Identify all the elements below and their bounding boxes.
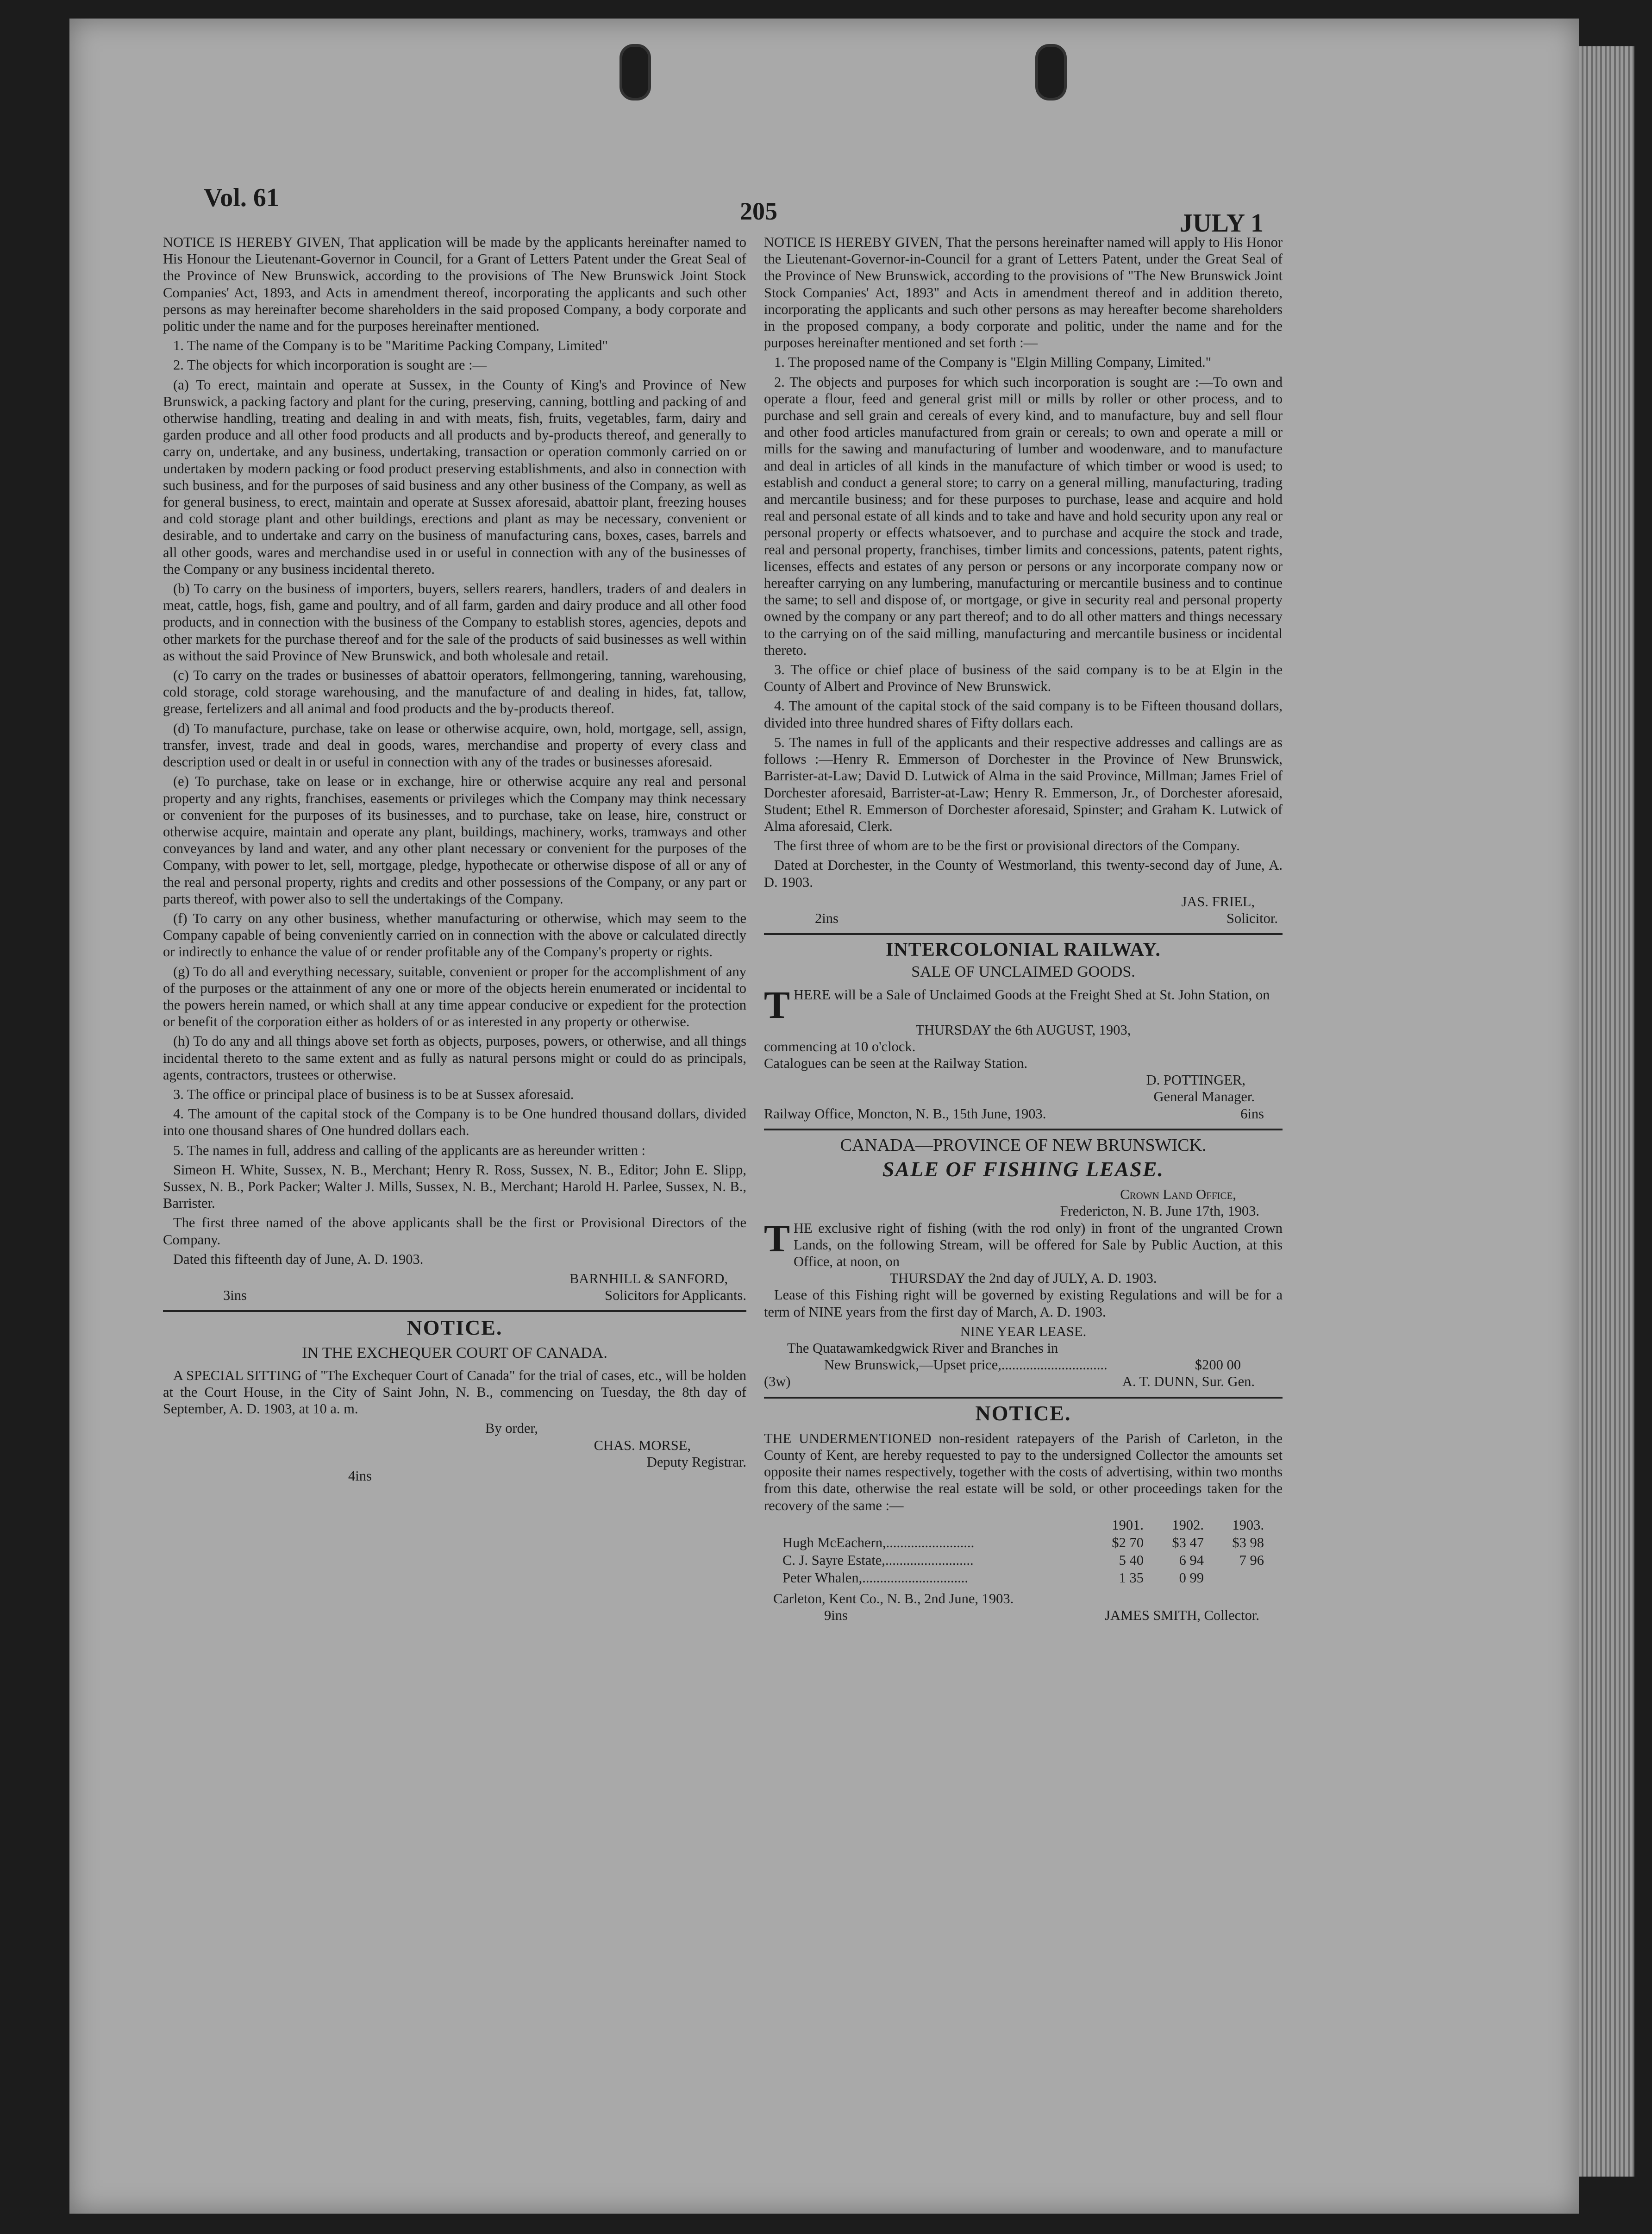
fishing-signer: A. T. DUNN, Sur. Gen.: [1122, 1374, 1255, 1390]
table-row: Peter Whalen,.............................. 1 35 0 99: [764, 1569, 1283, 1587]
tax-amount: 5 40: [1119, 1552, 1144, 1569]
tax-amount: 6 94: [1179, 1552, 1204, 1569]
exchequer-signer: CHAS. MORSE,: [594, 1437, 691, 1453]
carleton-ins: 9ins: [824, 1607, 848, 1623]
maritime-directors: The first three named of the above applicants shall be the first or Provisional Directors of the Company.: [163, 1215, 746, 1248]
maritime-intro: NOTICE IS HEREBY GIVEN, That application will be made by the applicants hereinafter named to His Honour the Lieutenant-Governor in Council, for a Grant of Letters Patent under the Great Seal of the Province of New Brunswick, according to the provisions of The New Brunswick Joint Stock Companies' Act, 1893, and Acts in amendment thereof, incorporating the applicants and such other persons as may hereinafter become shareholders in the said proposed Company, a body corporate and politic under the name and for the purposes hereinafter mentioned.: [163, 234, 746, 334]
railway-signer-role: General Manager.: [1153, 1089, 1255, 1105]
maritime-dated: Dated this fifteenth day of June, A. D. 1903.: [173, 1251, 424, 1267]
divider: [764, 933, 1283, 935]
elgin-directors: The first three of whom are to be the first or provisional directors of the Company.: [774, 838, 1240, 854]
fishing-lease-label: NINE YEAR LEASE.: [960, 1323, 1087, 1339]
fishing-lease-terms: Lease of this Fishing right will be governed by existing Regulations and will be for a term of NINE years from the first day of March, A. D. 1903.: [764, 1287, 1283, 1320]
year-1902: 1902.: [1172, 1517, 1204, 1533]
ratepayer-name: Peter Whalen,: [782, 1570, 863, 1586]
tax-amount: 1 35: [1119, 1570, 1144, 1586]
elgin-capital: 4. The amount of the capital stock of the said company is to be Fifteen thousand dollars, divided into three hundred shares of Fifty dollars each.: [764, 698, 1283, 731]
fishing-ins: (3w): [764, 1374, 791, 1390]
maritime-office: 3. The office or principal place of business is to be at Sussex aforesaid.: [173, 1086, 574, 1102]
divider: [163, 1310, 746, 1312]
fishing-office-date: Fredericton, N. B. June 17th, 1903.: [1060, 1203, 1259, 1219]
tax-amount: $3 47: [1172, 1535, 1204, 1551]
railway-subtitle: SALE OF UNCLAIMED GOODS.: [911, 963, 1135, 981]
elgin-intro: NOTICE IS HEREBY GIVEN, That the persons hereinafter named will apply to His Honor the Lieutenant-Governor-in-Council for a grant of Letters Patent, under the Great Seal of the Province of New Brunswick, according to the provisions of "The New Brunswick Joint Stock Companies' Act, 1893" and Acts in amendment thereof and in addition thereto, incorporating the applicants and such other persons as may hereafter become shareholders in the proposed company, a body corporate and politic, under the name and for the purposes hereinafter mentioned and set forth :—: [764, 234, 1283, 351]
maritime-object-d: (d) To manufacture, purchase, take on lease or otherwise acquire, own, hold, mortgage, sell, assign, transfer, invest, trade and deal in goods, wares, merchandise and property of every class and description used or dealt in or useful in connection with any of the trades or businesses aforesaid.: [163, 720, 746, 770]
table-row: C. J. Sayre Estate,......................... 5 40 6 94 7 96: [764, 1552, 1283, 1569]
year-1901: 1901.: [1112, 1517, 1144, 1533]
divider: [764, 1129, 1283, 1130]
fishing-dropcap: T: [764, 1217, 790, 1260]
maritime-object-b: (b) To carry on the business of importers, buyers, sellers rearers, handlers, traders of and dealers in meat, cattle, hogs, fish, game and poultry, and of all farm, garden and dairy produce and all other food products, and in connection with the business of the Company to establish stores, agencies, depots and other markets for the purchase thereof and for the sale of the products of said businesses as well within as without the said Province of New Brunswick, and both wholesale and retail.: [163, 581, 746, 664]
binding-hole: [1035, 44, 1067, 100]
maritime-object-f: (f) To carry on any other business, whether manufacturing or otherwise, which may seem to the Company capable of being conveniently carried on in connection with the above or calculated directly or indirectly to enhance the value of or render profitable any of the Company's property or rights.: [163, 910, 746, 960]
railway-date: THURSDAY the 6th AUGUST, 1903,: [915, 1022, 1131, 1038]
fishing-office: Crown Land Office,: [1120, 1186, 1236, 1203]
fishing-title: SALE OF FISHING LEASE.: [882, 1157, 1164, 1181]
fishing-date: THURSDAY the 2nd day of JULY, A. D. 1903.: [889, 1270, 1157, 1286]
tax-amount: [1204, 1569, 1264, 1587]
maritime-object-c: (c) To carry on the trades or businesses of abattoir operators, fellmongering, tanning, warehousing, cold storage, cold storage warehousing, and the manufacture of and dealing in hides, fat, tallow, grease, fertelizers and all animal and food products and the by-products thereof.: [163, 667, 746, 717]
railway-commencing: commencing at 10 o'clock.: [764, 1038, 916, 1054]
railway-ins: 6ins: [1240, 1105, 1264, 1122]
ratepayer-name: C. J. Sayre Estate,: [782, 1552, 885, 1569]
divider: [764, 1397, 1283, 1399]
maritime-ins: 3ins: [223, 1287, 247, 1304]
carleton-title: NOTICE.: [975, 1401, 1071, 1425]
page-edges: [1579, 46, 1634, 2177]
page-number: 205: [740, 197, 777, 225]
carleton-body: THE UNDERMENTIONED non-resident ratepayers of the Parish of Carleton, in the County of Kent, are hereby requested to pay to the undersigned Collector the amounts set opposite their names respectively, together with the costs of advertising, within two months from this date, otherwise the real estate will be sold, or other proceedings taken for the recovery of the same :—: [764, 1430, 1283, 1513]
binding-hole: [620, 44, 651, 100]
fishing-price: $200 00: [1195, 1357, 1241, 1373]
tax-amount: $3 98: [1232, 1535, 1264, 1551]
carleton-dated: Carleton, Kent Co., N. B., 2nd June, 1903.: [773, 1590, 1014, 1606]
table-row: [764, 1517, 1283, 1534]
elgin-dated: Dated at Dorchester, in the County of Westmorland, this twenty-second day of June, A. D. 1903.: [764, 857, 1283, 890]
maritime-objects: 2. The objects for which incorporation is sought are :—: [173, 357, 487, 373]
exchequer-ins: 4ins: [348, 1468, 372, 1484]
fishing-river-price-label: New Brunswick,—Upset price,: [824, 1357, 1001, 1373]
maritime-signer-role: Solicitors for Applicants.: [605, 1287, 746, 1304]
tax-table: [764, 1517, 1283, 1588]
elgin-office: 3. The office or chief place of business of the said company is to be at Elgin in the County of Albert and Province of New Brunswick.: [764, 662, 1283, 695]
railway-catalogues: Catalogues can be seen at the Railway Station.: [764, 1055, 1028, 1071]
left-column: [163, 234, 746, 1484]
ratepayer-name: Hugh McEachern,: [782, 1535, 886, 1551]
maritime-object-g: (g) To do all and everything necessary, suitable, convenient or proper for the accomplishment of any of the purposes or the attainment of any one or more of the objects herein enumerated or incidental to the powers herein named, or which shall at any time appear conducive or expedient for the protection or benefit of the corporation either as holders of or as interested in any property or otherwise.: [163, 963, 746, 1030]
railway-office: Railway Office, Moncton, N. B., 15th June, 1903.: [764, 1105, 1046, 1122]
year-1903: 1903.: [1232, 1517, 1264, 1533]
maritime-signer: BARNHILL & SANFORD,: [569, 1270, 728, 1286]
volume-label: Vol. 61: [204, 183, 279, 212]
elgin-signer: JAS. FRIEL,: [1181, 893, 1255, 910]
tax-amount: $2 70: [1112, 1535, 1144, 1551]
railway-dropcap: T: [764, 983, 790, 1027]
tax-amount: 7 96: [1239, 1552, 1264, 1569]
carleton-signer: JAMES SMITH, Collector.: [1105, 1607, 1259, 1623]
maritime-names: Simeon H. White, Sussex, N. B., Merchant; Henry R. Ross, Sussex, N. B., Editor; John E. Slipp, Sussex, N. B., Pork Packer; Walter J. Mills, Sussex, N. B., Merchant; Harold H. Parlee, Sussex, N. B., Barrister.: [163, 1161, 746, 1211]
maritime-object-h: (h) To do any and all things above set forth as objects, purposes, powers, or otherwise, and all things incidental thereto to the same extent and as fully as natural persons might or could do as principals, agents, contractors, trustees or otherwise.: [163, 1033, 746, 1083]
exchequer-byorder: By order,: [485, 1420, 538, 1437]
elgin-ins: 2ins: [815, 910, 839, 926]
elgin-applicants: 5. The names in full of the applicants and their respective addresses and callings are as follows :—Henry R. Emmerson of Dorchester in the Province of New Brunswick, Barrister-at-Law; David D. Lutwick of Alma in the said Province, Millman; James Friel of Dorchester aforesaid, Barrister-at-Law; Henry R. Emmerson, Jr., of Dorchester aforesaid, Student; Ethel R. Emmerson of Dorchester aforesaid, Spinster; and Graham K. Lutwick of Alma aforesaid, Clerk.: [764, 734, 1283, 834]
tax-amount: 0 99: [1179, 1570, 1204, 1586]
elgin-signer-role: Solicitor.: [1226, 910, 1278, 926]
maritime-capital: 4. The amount of the capital stock of the Company is to be One hundred thousand dollars, divided into one thousand shares of One hundred dollars each.: [163, 1106, 746, 1139]
maritime-object-e: (e) To purchase, take on lease or in exchange, hire or otherwise acquire any real and personal property and any rights, franchises, easements or privileges which the Company may think necessary or convenient for the purposes of its businesses, and to purchase, take on lease, hire, construct or otherwise acquire, maintain and operate any plant, buildings, machinery, works, tramways and other conveyances by land and water, and any other plant necessary or convenient for the purposes of the Company, with power to let, sell, mortgage, pledge, hypothecate or otherwise dispose of all or any of the real and personal property, rights and credits and other possessions of the Company, or any part or parts thereof, with power also to sell the undertakings of the Company.: [163, 773, 746, 907]
railway-title: INTERCOLONIAL RAILWAY.: [886, 939, 1161, 961]
table-row: Hugh McEachern,......................... $2 70 $3 47 $3 98: [764, 1534, 1283, 1552]
issue-date: JULY 1: [1180, 209, 1264, 238]
maritime-object-a: (a) To erect, maintain and operate at Sussex, in the County of King's and Province of New Brunswick, a packing factory and plant for the curing, preserving, canning, bottling and packing of and otherwise handling, treating and dealing in and with meats, fish, fruits, vegetables, farm, dairy and garden produce and all other food products and all products and by-products thereof, and generally to carry on, undertake, and any business, undertaking, transaction or operation commonly carried on or undertaken by modern packing or food product preserving establishments, and also in connection with such business, and for the purposes of said business and any other business of the Company, as well as for general business, to erect, maintain and operate at Sussex aforesaid, abattoir plant, freezing houses and cold storage plant and other buildings, erections and plant as may be necessary, convenient or desirable, and to undertake and carry on the business of manufacturing cans, boxes, cases, barrels and all other goods, wares and merchandise used in or useful in connection with any of the businesses of the Company or any business incidental thereto.: [163, 377, 746, 577]
elgin-name: 1. The proposed name of the Company is "Elgin Milling Company, Limited.": [774, 354, 1212, 370]
fishing-province: CANADA—PROVINCE OF NEW BRUNSWICK.: [840, 1135, 1207, 1155]
right-column: NOTICE IS HEREBY GIVEN, That the persons hereinafter named will apply to His Honor the Lieutenant-Governor-in-Council for a grant of Letters Patent, under the Great Seal of the Province of New Brunswick, according to the provisions of "The New Brunswick Joint Stock Companies' Act, 1893" and Acts in amendment thereof and in addition thereto, incorporating the applicants and such other persons as may hereafter become shareholders in the proposed company, a body corporate and politic, under the name and for the purposes hereinafter mentioned and set forth :— 1. The proposed name of the Company is "Elgin Milling Company, Limited." 2. The objects and purposes for which such incorporation is sought are :—To own and operate a flour, feed and general grist mill or mills by roller or other process, and to purchase and sell grain and cereals of every kind, and to manufacture, buy and sell flour and other food articles manufactured from grain or cereals; to own and operate a mill or mills for the sawing and manufacturing of lumber and woodenware, and to manufacture and deal in articles of all kinds in the manufacture of which timber or wood is used; to establish and conduct a general store; to carry on a general milling, manufacturing, trading and mercantile business; and for these purposes to purchase, lease and acquire and hold real and personal estate of all kinds and to take and have and hold security upon any real or personal property or effects whatsoever, and to purchase and acquire the stock and trade, real and personal property, franchises, timber limits and concessions, patents, patent rights, licenses, effects and estates of any person or persons or any incorporate company now or hereafter carrying on any lumbering, manufacturing or mercantile business and to continue the same; to sell and dispose of, or mortgage, or give in security real and personal property owned by the company or any part thereof; and to do all other matters and things necessary to the carrying on of the said milling, manufacturing and mercantile business or incidental thereto. 3. The office or chief place of business of the said company is to be at Elgin in the County of Albert and Province of New Brunswick. 4. The amount of the capital stock of the said company is to be Fifteen thousand dollars, divided into three hundred shares of Fifty dollars each. 5. The names in full of the applicants and their respective addresses and callings are as follows :—Henry R. Emmerson of Dorchester in the Province of New Brunswick, Barrister-at-Law; David D. Lutwick of Alma in the said Province, Millman; James Friel of Dorchester aforesaid, Barrister-at-Law; Henry R. Emmerson, Jr., of Dorchester aforesaid, Student; Ethel R. Emmerson of Dorchester aforesaid, Spinster; and Graham K. Lutwick of Alma aforesaid, Clerk. The first three of whom are to be the first or provisional directors of the Company. Dated at Dorchester, in the County of Westmorland, this twenty-second day of June, A. D. 1903. JAS. FRIEL, 2ins Solicitor. INTERCOLONIAL RAILWAY. SALE OF UNCLAIMED GOODS. T HERE will be a Sale of Unclaimed Goods at the Freight Shed at St. John Station, on THURSDAY the 6th AUGUST, 1903, commencing at 10 o'clock. Catalogues can be seen at the Railway Station. D. POTTINGER, General Manager. Railway Office, Moncton, N. B., 15th June, 1903. 6ins CANADA—PROVINCE OF NEW BRUNSWICK. SALE OF FISHING LEASE. Crown Land Office, Fredericton, N. B. June 17th, 1903. T HE exclusive right of fishing (with the rod only) in front of the ungranted Crown Lands, on the following Stream, will be offered for Sale by Public Auction, at this Office, at noon, on THURSDAY the 2nd day of JULY, A. D. 1903. Lease of this Fishing right will be governed by existing Regulations and will be for a term of NINE years from the first day of March, A. D. 1903. NINE YEAR LEASE. The Quatawamkedgwick River and Branches in New Brunswick,—Upset price,.............................. $200 00 (3w) A. T. DUNN, Sur. Gen. NOTICE. THE UNDERMENTIONED non-resident ratepayers of the Parish of Carleton, in the County of Kent, are hereby requested to pay to the undersigned Collector the amounts set opposite their names respectively, together with the costs of advertising, within two months from this date, otherwise the real estate will be sold, or other proceedings taken for the recovery of the same :— 1901. 1902. 1903. Hugh McEachern,......................... $2 70 $3 47 $3 98 C. J. Sayre Estate,......................... 5 40 6 94 7 96 Peter Whalen,.............................. 1 35 0 99 Carleton, Kent Co., N. B., 2nd June, 1903. 9ins JAMES SMITH, Collector.: [764, 234, 1283, 1623]
exchequer-signer-role: Deputy Registrar.: [646, 1454, 746, 1470]
railway-body: HERE will be a Sale of Unclaimed Goods at the Freight Shed at St. John Station, on: [794, 986, 1270, 1003]
elgin-objects: 2. The objects and purposes for which such incorporation is sought are :—To own and operate a flour, feed and general grist mill or mills by roller or other process, and to purchase and sell grain and cereals of every kind, and to manufacture, buy and sell flour and other food articles manufactured from grain or cereals; to own and operate a mill or mills for the sawing and manufacturing of lumber and woodenware, and to manufacture and deal in articles of all kinds in the manufacture of which timber or wood is used; to establish and conduct a general store; to carry on a general milling, manufacturing, trading and mercantile business; and for these purposes to purchase, lease and acquire and hold real and personal estate of all kinds and to take and have and hold security upon any real or personal property or effects whatsoever, and to purchase and acquire the stock and trade, real and personal property, franchises, timber limits and concessions, patents, patent rights, licenses, effects and estates of any person or persons or any incorporate company now or hereafter carrying on any lumbering, manufacturing or mercantile business and to continue the same; to sell and dispose of, or mortgage, or give in security real and personal property owned by the company or any part thereof; and to do all other matters and things necessary to the carrying on of the said milling, manufacturing and mercantile business or incidental thereto.: [764, 374, 1283, 658]
fishing-river: The Quatawamkedgwick River and Branches in: [787, 1340, 1058, 1356]
exchequer-body: A SPECIAL SITTING of "The Exchequer Court of Canada" for the trial of cases, etc., will be holden at the Court House, in the City of Saint John, N. B., commencing on Tuesday, the 8th day of September, A. D. 1903, at 10 a. m.: [163, 1367, 746, 1417]
maritime-name: 1. The name of the Company is to be "Maritime Packing Company, Limited": [173, 338, 608, 354]
exchequer-title: NOTICE.: [407, 1316, 503, 1340]
railway-signer: D. POTTINGER,: [1146, 1072, 1245, 1088]
maritime-applicants: 5. The names in full, address and calling of the applicants are as hereunder written :: [173, 1142, 645, 1158]
fishing-body: HE exclusive right of fishing (with the rod only) in front of the ungranted Crown Lands, on the following Stream, will be offered for Sale by Public Auction, at this Office, at noon, on: [794, 1220, 1283, 1269]
exchequer-subtitle: IN THE EXCHEQUER COURT OF CANADA.: [302, 1344, 607, 1362]
